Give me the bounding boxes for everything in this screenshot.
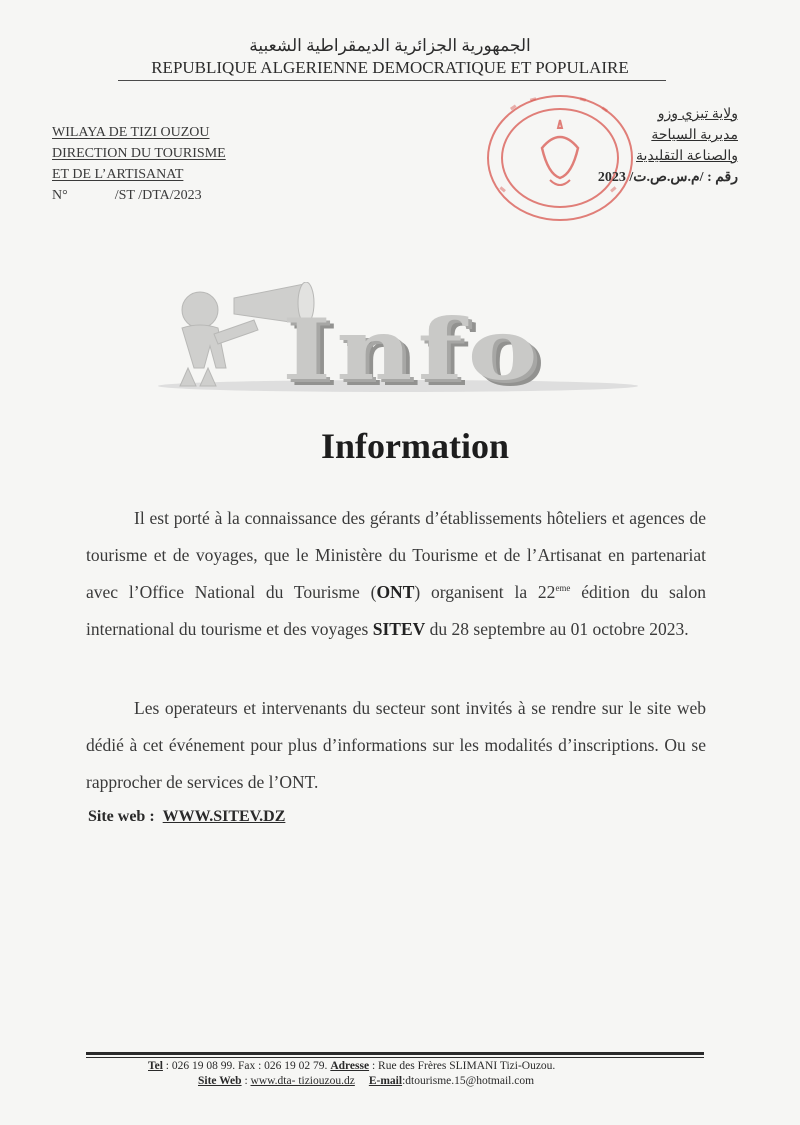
footer-web-link[interactable]: www.dta- tiziouzou.dz xyxy=(250,1075,355,1087)
reference-value-ar: /م.س.ص.ت/ 2023 xyxy=(597,170,704,185)
footer-tel-value: : 026 19 08 99. Fax : 026 19 02 79. xyxy=(162,1060,331,1072)
reference-number-french xyxy=(52,185,226,206)
sender-line-direction: DIRECTION DU TOURISME xyxy=(52,146,226,161)
footer-contact-line xyxy=(148,1060,555,1072)
reference-label-ar: رقم : xyxy=(707,170,738,185)
site-web-link[interactable]: WWW.SITEV.DZ xyxy=(162,808,286,825)
p1-text-b: ) organisent la 22 xyxy=(414,582,556,602)
footer-email-value[interactable]: :dtourisme.15@hotmail.com xyxy=(402,1075,535,1087)
footer-divider-thick xyxy=(86,1052,704,1055)
reference-suffix: /ST /DTA/2023 xyxy=(114,188,202,203)
paragraph-invitation xyxy=(86,690,706,801)
header-arabic-title: الجمهورية الجزائرية الديمقراطية الشعبية xyxy=(249,36,531,55)
site-web-label: Site web : xyxy=(88,808,155,825)
sender-line-artisanat: ET DE L’ARTISANAT xyxy=(52,167,184,182)
header-french-title: REPUBLIQUE ALGERIENNE DEMOCRATIQUE ET POPULAIRE xyxy=(151,58,629,77)
p1-sitev: SITEV xyxy=(372,619,426,639)
site-web-line xyxy=(88,808,285,826)
info-logo-text: Info xyxy=(282,300,543,399)
sender-line-wilaya: WILAYA DE TIZI OUZOU xyxy=(52,125,210,140)
footer-address-value: : Rue des Frères SLIMANI Tizi-Ouzou. xyxy=(369,1060,556,1072)
p1-text-d: du 28 septembre au 01 octobre 2023. xyxy=(425,619,689,639)
document-title: Information xyxy=(321,426,509,466)
p1-text-a: Il est porté à la connaissance des gérants d’établissements hôteliers et agences de tourisme et de voyages, que le Ministère du Tourisme et de l’Artisanat en partenariat avec l’Office National du Tourisme ( xyxy=(86,508,706,602)
p1-ont: ONT xyxy=(376,582,415,602)
footer-web-line: Site Web : www.dta- tiziouzou.dz E-mail:dtourisme.15@hotmail.com xyxy=(198,1075,535,1087)
footer-web-label: Site Web xyxy=(198,1075,242,1087)
reference-number-arabic xyxy=(598,167,738,188)
sender-line-artisanat-ar: والصناعة التقليدية xyxy=(636,149,738,164)
footer-email-label: E-mail xyxy=(368,1075,403,1087)
header-divider xyxy=(118,80,666,81)
sender-block-arabic xyxy=(598,104,738,188)
sender-block-french xyxy=(52,122,226,206)
p2-text: Les operateurs et intervenants du secteur sont invités à se rendre sur le site web dédié à cet événement pour plus d’informations sur les modalités d’inscriptions. Ou se rapprocher de services de l’ONT. xyxy=(86,698,706,792)
footer-divider-thin xyxy=(86,1057,704,1058)
p1-ordinal-sup: eme xyxy=(555,583,571,594)
sender-line-direction-ar: مديرية السياحة xyxy=(651,128,738,143)
sender-line-wilaya-ar: ولاية تيزي وزو xyxy=(657,107,738,122)
p1-text-c: édition du salon international du tourisme et des voyages xyxy=(86,582,706,639)
reference-prefix: N° xyxy=(52,188,68,203)
footer-address-label: Adresse xyxy=(330,1060,370,1072)
footer-tel-label: Tel xyxy=(148,1060,163,1072)
paragraph-announcement xyxy=(86,500,706,648)
